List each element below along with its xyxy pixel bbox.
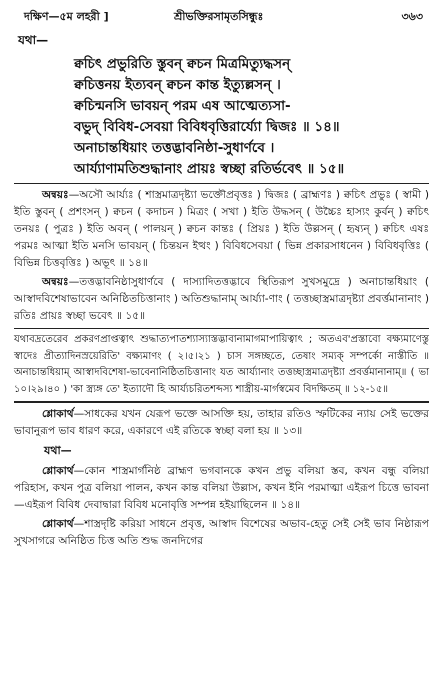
anvaya-label: অন্বয়ঃ xyxy=(42,189,69,201)
verse-line: অনাচান্তধিয়াং তত্তদ্ভাবনিষ্ঠা-সুধার্ণবে । xyxy=(74,140,275,156)
sloka-label: শ্লোকার্থ xyxy=(42,518,74,530)
sloka-paragraph xyxy=(14,463,429,514)
verse-line: বভুদ্ বিবিধ-সেবয়া বিবিধবৃত্তিরার্য্যো দ্বিজঃ ॥ ১৪॥ xyxy=(74,119,340,135)
verse-line: ক্বচিত্তনয় ইত্যবন্ ক্বচন কান্ত ইত্যুল্লসন্ । xyxy=(74,77,281,93)
sloka-text: —সাধকের যখন যেরূপ ভক্তে আসক্তি হয়, তাহার রতিও স্ফটিকের ন্যায় সেই ভক্তের ভাবানুরূপ ভাব ধারণ করে, একারণে এই রতিকে স্বচ্ছা বলা হয় ॥ ১৩॥ xyxy=(14,408,429,437)
page-number: ৩৬৩ xyxy=(401,10,423,23)
sloka-paragraph xyxy=(14,516,429,550)
divider xyxy=(14,401,429,403)
yatha-label: যথা— xyxy=(44,444,72,457)
verse-intro: যথা— xyxy=(18,33,49,47)
divider xyxy=(14,328,429,329)
sloka-label: শ্লোকার্থ xyxy=(42,465,74,477)
book-title: শ্রীভক্তিরসামৃতসিন্ধুঃ xyxy=(174,10,264,23)
commentary-paragraph: যথাবদ্রতেরেব প্রকরণপ্রাপ্তত্বাৎ শুদ্ধাত্যপাতশ্যাস্যাস্তদ্ভাবানামাগমাপায়িত্বাৎ ; অতএব'প্রস্তাবো বক্ষ্যমাণেস্তু স্বাদেঃ প্রীত্যাদিনস্রয়েরিতি' বক্ষ্যমাণং ( ২।৫।২১ ) চাস সঙ্গচ্ছতে, তেষাং সম্যক্ সম্পর্কো নাস্তীতি ॥ অনাচান্তধিয়াম্ আস্বাদবিশেষা-ভাবেনানিষ্ঠিতচিত্তানাং যত আর্য্যানাং তত্তচ্ছাস্ত্রমাত্রদৃষ্ট্যা প্রবর্ত্তমানানাম্॥ ( ভা ১০।২৯।৪০ ) 'কা স্ত্র্যঙ্গ তে' ইত্যাদৌ হি আর্য্যচরিতশব্দস্য শাস্ত্রীয়-মার্গস্বমেব বিদক্ষিতম্ ॥ ১২-১৫॥ xyxy=(14,334,429,395)
sloka-paragraph xyxy=(14,406,429,440)
sloka-text: —শাস্ত্রদৃষ্টি করিয়া সাধনে প্রবৃত্ত, আস্বাদ বিশেষের অভাব-হেতু সেই সেই ভাব নিষ্ঠারূপ সুখসাগরে অনিষ্ঠিত চিত্ত অতি শুদ্ধ জনদিগের xyxy=(14,518,429,547)
sanskrit-verse xyxy=(74,54,429,180)
chapter-header: দক্ষিণ—৫ম লহরী ] xyxy=(24,10,109,23)
sloka-text: —কোন শাস্ত্রমার্গনিষ্ঠ ব্রাহ্মণ ভগবানকে কখন প্রভু বলিয়া স্তব, কখন বন্ধু বলিয়া পরিহাস, কখন পুত্র বলিয়া পালন, কখন কান্ত বলিয়া উল্লাস, কখন ইনি পরমাত্মা এইরূপ চিত্তে ভাবনা—এইরূপ বিবিধ দেবাদ্বারা বিবিধ মনোবৃত্তি সম্পন্ন হইয়াছিলেন ॥ ১৪॥ xyxy=(14,465,429,511)
verse-line: ক্বচিৎ প্রভুরিতি স্তুবন্ ক্বচন মিত্রমিত্যুদ্ধসন্ xyxy=(74,56,291,72)
sloka-label: শ্লোকার্থ xyxy=(42,408,74,420)
anvaya-label: অন্বয়ঃ xyxy=(42,276,69,288)
verse-line: ক্বচিন্মনসি ভাবয়ন্ পরম এষ আত্মেত্যসা- xyxy=(74,98,291,114)
verse-line: আর্য্যাণামতিশুদ্ধানাং প্রায়ঃ স্বচ্ছা রতির্ভবেৎ ॥ ১৫॥ xyxy=(74,161,345,177)
anvaya-text: —অসৌ আর্য্যঃ ( শাস্ত্রমাত্রদৃষ্ট্যা ভক্তৌপ্রবৃত্তঃ ) দ্বিজঃ ( ব্রাহ্মণঃ ) ক্বচিৎ প্রভুঃ ( স্বামী ) ইতি স্তুবন্ ( প্রশংসন্ ) ক্বচন ( কদাচন ) মিত্রং ( সখা ) ইতি উদ্ধসন্ ( উচ্চৈঃ হাস্যং কুর্বন্ ) ক্বচিৎ তনয়ঃ ( পুত্রঃ ) ইতি অবন্ ( পালয়ন্ ) ক্বচন কান্তঃ ( প্রিয়ঃ ) ইতি উল্লসন্ ( হৃষ্যন্ ) ক্বচিৎ এষঃ পরমঃ আত্মা ইতি মনসি ভাবয়ন্ ( চিন্তয়ন ইত্থং ) বিবিধসেবয়া ( ভিন্ন প্রকারসাধনেন ) বিবিধবৃত্তিঃ ( বিভিন্ন চিত্তবৃত্তিঃ ) অভূৎ ॥ ১৪॥ xyxy=(14,189,429,269)
divider xyxy=(14,183,429,184)
page-header xyxy=(14,6,429,24)
anvaya-paragraph xyxy=(14,274,429,325)
anvaya-text: —তত্তদ্ভাবনিষ্ঠাসুধার্ণবে ( দাস্যাদিতত্তদ্ভাবে স্থিতিরূপ সুখসমুদ্রে ) অনাচান্তধিয়াং ( আস্বাদবিশেষাভাবেন অনিষ্ঠিতচিত্তানাং ) অতিশুদ্ধানাম্ আর্য্যা-ণাং ( তত্তচ্ছাস্ত্রমাত্রদৃষ্ট্যা প্রবর্ত্তমানানাং ) রতিঃ প্রায়ঃ স্বচ্ছা ভবেৎ ॥ ১৫॥ xyxy=(14,276,429,322)
anvaya-paragraph xyxy=(14,187,429,272)
